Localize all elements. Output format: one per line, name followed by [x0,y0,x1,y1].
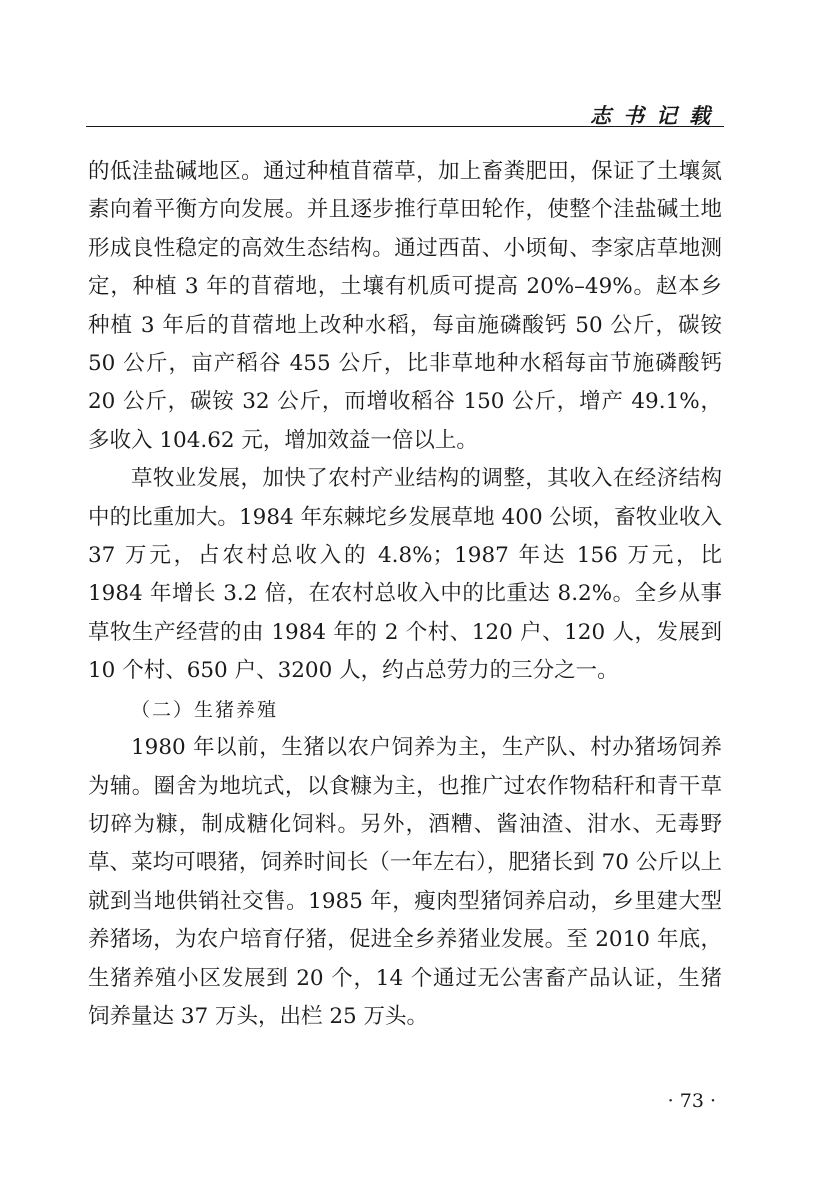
paragraph-pig-farming: 1980 年以前，生猪以农户饲养为主，生产队、村办猪场饲养为辅。圈舍为地坑式，以食糠为主，也推广过农作物秸秆和青干草切碎为糠，制成糖化饲料。另外，酒糟、酱油渣、泔水、无毒野草、菜均可喂猪，饲养时间长（一年左右），肥猪长到 70 公斤以上就到当地供销社交售。1985 年，瘦肉型猪饲养启动，乡里建大型养猪场，为农户培育仔猪，促进全乡养猪业发展。至 2010 年底，生猪养殖小区发展到 20 个，14 个通过无公害畜产品认证，生猪饲养量达 37 万头，出栏 25 万头。 [88,735,722,1029]
paragraph-grassland-economy: 草牧业发展，加快了农村产业结构的调整，其收入在经济结构中的比重加大。1984 年东棘坨乡发展草地 400 公顷，畜牧业收入 37 万元，占农村总收入的 4.8%；1987 年达 156 万元，比 1984 年增长 3.2 倍，在农村总收入中的比重达 8.2%。全乡从事草牧生产经营的由 1984 年的 2 个村、120 户、120 人，发展到 10 个村、650 户、3200 人，约占总劳力的三分之一。 [88,466,722,684]
section-subheading: （二）生猪养殖 [131,698,279,721]
page-number: · 73 · [667,1090,716,1112]
paragraph-continued: 的低洼盐碱地区。通过种植苜蓿草，加上畜粪肥田，保证了土壤氮素向着平衡方向发展。并且逐步推行草田轮作，使整个洼盐碱土地形成良性稳定的高效生态结构。通过西苗、小顷甸、李家店草地测定，种植 3 年的苜蓿地，土壤有机质可提高 20%–49%。赵本乡种植 3 年后的苜蓿地上改种水稻，每亩施磷酸钙 50 公斤，碳铵 50 公斤，亩产稻谷 455 公斤，比非草地种水稻每亩节施磷酸钙 20 公斤，碳铵 32 公斤，而增收稻谷 150 公斤，增产 49.1%，多收入 104.62 元，增加效益一倍以上。 [88,159,722,453]
header-divider [86,126,724,127]
running-header-title: 志书记载 [590,103,722,128]
page-body [88,153,722,1036]
